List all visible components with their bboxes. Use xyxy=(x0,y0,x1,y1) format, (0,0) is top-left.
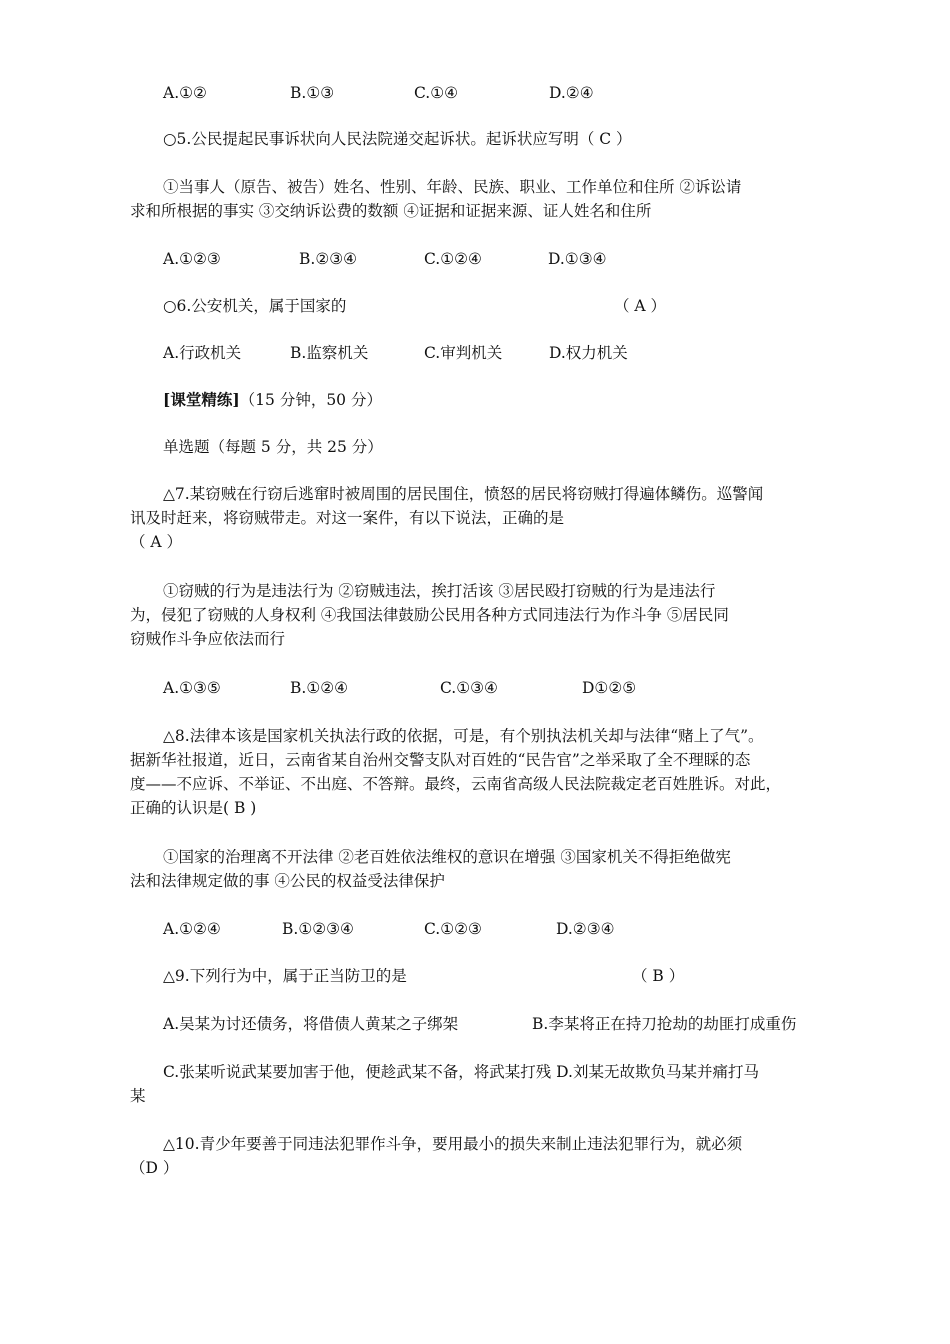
q7-line1: △7.某窃贼在行窃后逃窜时被周围的居民围住，愤怒的居民将窃贼打得遍体鳞伤。巡警闻 xyxy=(163,485,764,503)
q9-option-d-cont: 某 xyxy=(130,1087,146,1105)
section-title: [课堂精练] xyxy=(163,390,240,409)
q7-items-line3: 窃贼作斗争应依法而行 xyxy=(130,630,286,648)
q9-option-c-d: C.张某听说武某要加害于他，便趁武某不备，将武某打残 D.刘某无故欺负马某并痛打马 xyxy=(163,1063,759,1081)
section-detail: （15 分钟，50 分） xyxy=(239,391,382,409)
section-subtitle: 单选题（每题 5 分，共 25 分） xyxy=(163,438,383,456)
q7-option-d: D①②⑤ xyxy=(582,679,637,697)
q6-option-c: C.审判机关 xyxy=(424,344,503,362)
q9-option-b: B.李某将正在持刀抢劫的劫匪打成重伤 xyxy=(532,1015,797,1033)
q8-option-d: D.②③④ xyxy=(556,920,615,938)
q10-answer: （D ） xyxy=(130,1159,179,1177)
q4-option-d: D.②④ xyxy=(549,84,594,102)
q9-option-a: A.吴某为讨还债务，将借债人黄某之子绑架 xyxy=(163,1015,459,1033)
q7-option-b: B.①②④ xyxy=(290,679,349,697)
q5-option-b: B.②③④ xyxy=(299,250,358,268)
q6-stem: ○6.公安机关，属于国家的 xyxy=(163,297,347,315)
q8-line1: △8.法律本该是国家机关执法行政的依据，可是，有个别执法机关却与法律“赌上了气”。 xyxy=(163,727,764,745)
q7-option-a: A.①③⑤ xyxy=(163,679,221,697)
q6-option-a: A.行政机关 xyxy=(163,344,242,362)
q10-line1: △10.青少年要善于同违法犯罪作斗争，要用最小的损失来制止违法犯罪行为，就必须 xyxy=(163,1135,743,1153)
q7-items-line2: 为，侵犯了窃贼的人身权利 ④我国法律鼓励公民用各种方式同违法行为作斗争 ⑤居民同 xyxy=(130,606,729,624)
q4-option-c: C.①④ xyxy=(414,84,459,102)
q7-answer: （ A ） xyxy=(130,533,183,551)
q5-option-a: A.①②③ xyxy=(163,250,221,268)
q7-line2: 讯及时赶来，将窃贼带走。对这一案件，有以下说法，正确的是 xyxy=(130,509,565,527)
q5-option-c: C.①②④ xyxy=(424,250,482,268)
q7-items-line1: ①窃贼的行为是违法行为 ②窃贼违法，挨打活该 ③居民殴打窃贼的行为是违法行 xyxy=(163,582,716,600)
q8-option-b: B.①②③④ xyxy=(282,920,354,938)
q6-option-b: B.监察机关 xyxy=(290,344,369,362)
section-heading xyxy=(163,389,382,411)
q5-option-d: D.①③④ xyxy=(548,250,607,268)
q5-items-line2: 求和所根据的事实 ③交纳诉讼费的数额 ④证据和证据来源、证人姓名和住所 xyxy=(130,202,652,220)
q4-option-a: A.①② xyxy=(163,84,207,102)
q4-option-b: B.①③ xyxy=(290,84,335,102)
q5-stem: ○5.公民提起民事诉状向人民法院递交起诉状。起诉状应写明（ C ） xyxy=(163,130,632,148)
q8-line2: 据新华社报道，近日，云南省某自治州交警支队对百姓的“民告官”之举采取了全不理睬的态 xyxy=(130,751,751,769)
q9-stem: △9.下列行为中，属于正当防卫的是 xyxy=(163,967,407,985)
q6-option-d: D.权力机关 xyxy=(549,344,628,362)
q8-items-line2: 法和法律规定做的事 ④公民的权益受法律保护 xyxy=(130,872,445,890)
q8-items-line1: ①国家的治理离不开法律 ②老百姓依法维权的意识在增强 ③国家机关不得拒绝做宪 xyxy=(163,848,731,866)
q7-option-c: C.①③④ xyxy=(440,679,498,697)
q9-answer: （ B ） xyxy=(632,967,685,985)
q8-line3: 度——不应诉、不举证、不出庭、不答辩。最终，云南省高级人民法院裁定老百姓胜诉。对此， xyxy=(130,775,782,793)
q8-line4: 正确的认识是( B ) xyxy=(130,799,257,817)
q5-items-line1: ①当事人（原告、被告）姓名、性别、年龄、民族、职业、工作单位和住所 ②诉讼请 xyxy=(163,178,742,196)
q8-option-c: C.①②③ xyxy=(424,920,482,938)
q6-answer: （ A ） xyxy=(614,297,667,315)
q8-option-a: A.①②④ xyxy=(163,920,221,938)
